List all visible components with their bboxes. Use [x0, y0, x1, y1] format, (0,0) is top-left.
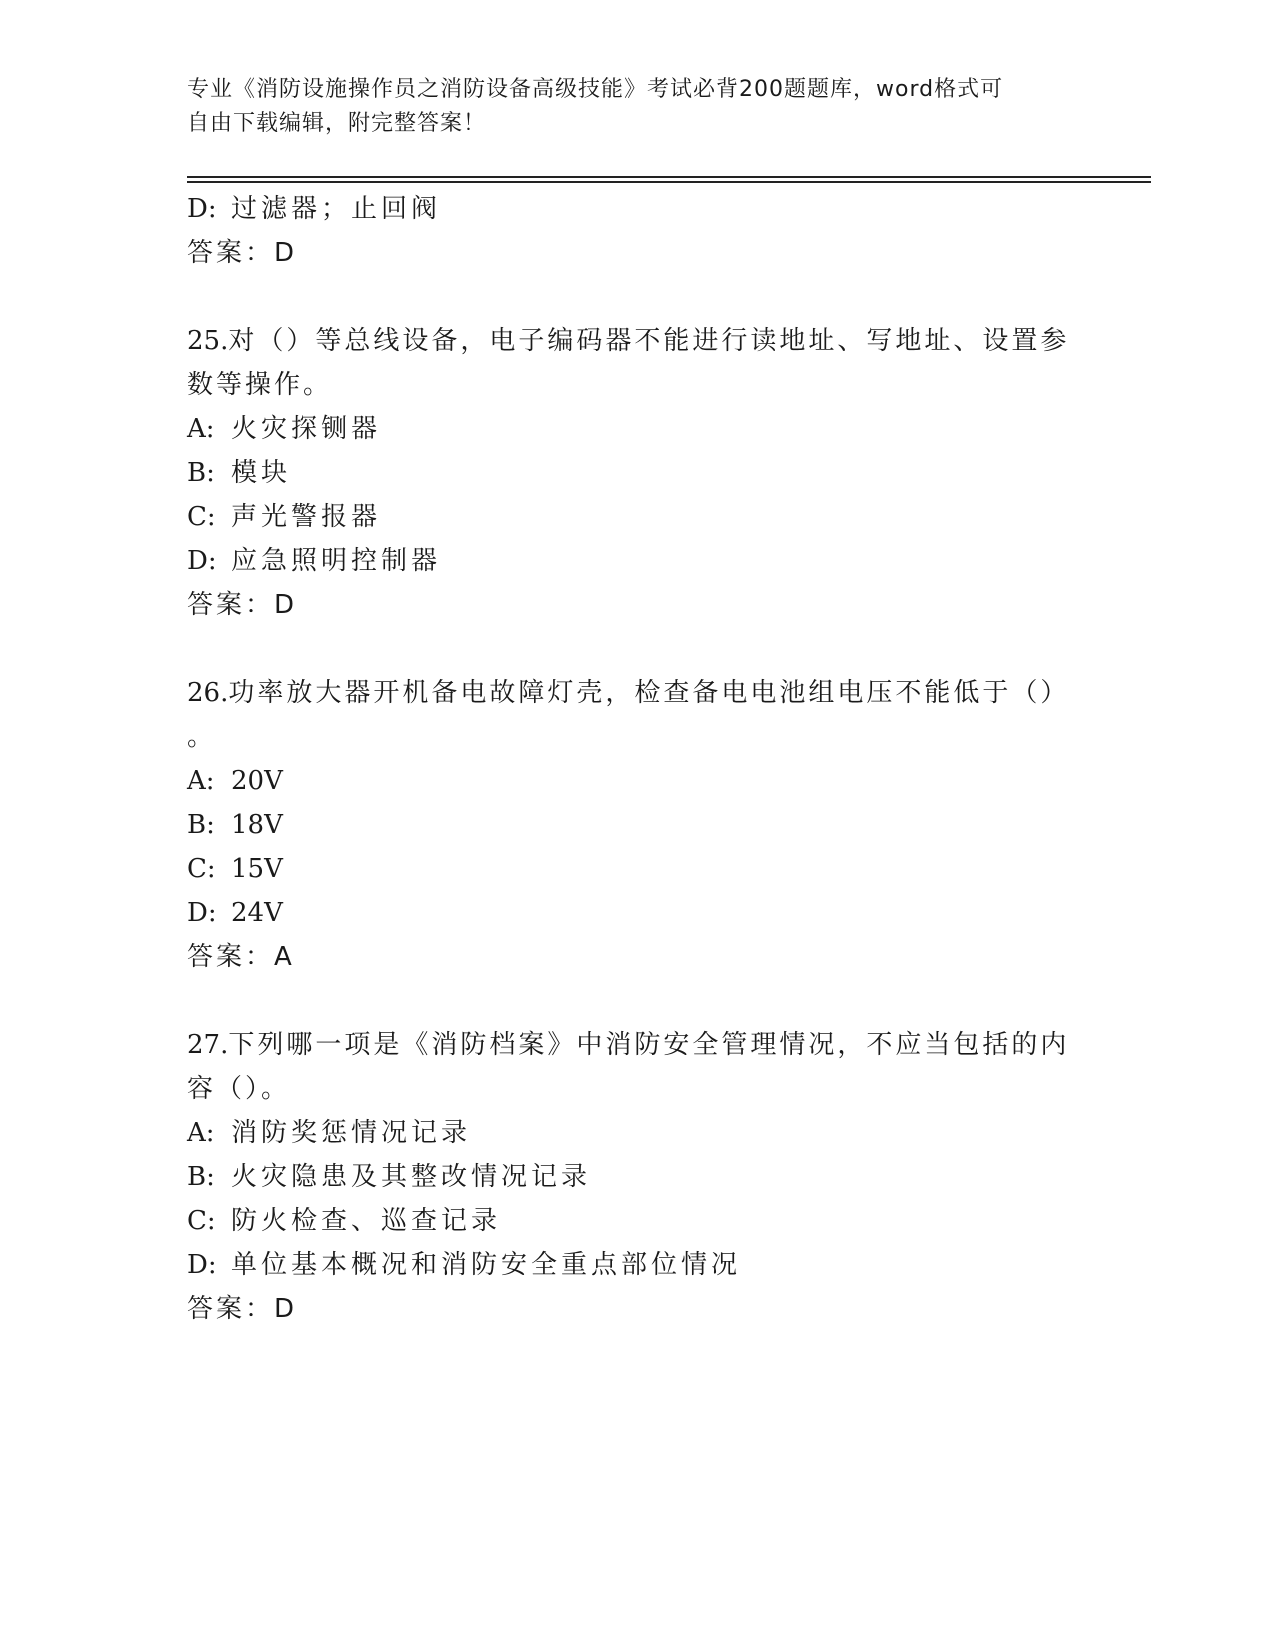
- question-25-stem-line-2: 数等操作。: [187, 370, 333, 400]
- header-divider-bottom: [187, 181, 1151, 183]
- option-text: 火灾隐患及其整改情况记录: [231, 1162, 592, 1192]
- header-line-1: 专业《消防设施操作员之消防设备高级技能》考试必背200题题库，word格式可: [187, 77, 1004, 102]
- option-text: 24V: [231, 898, 283, 928]
- answer-label: 答案：: [187, 942, 275, 972]
- option-text: 模块: [231, 458, 292, 488]
- question-stem: 功率放大器开机备电故障灯壳，检查备电电池组电压不能低于（）: [228, 678, 1070, 708]
- question-number: 27.: [187, 1030, 229, 1060]
- option-text: 消防奖惩情况记录: [231, 1118, 472, 1148]
- question-25-option-c: [187, 494, 381, 540]
- question-27-option-a: [187, 1110, 471, 1156]
- option-letter: A:: [187, 766, 215, 796]
- option-letter: D:: [187, 1250, 217, 1280]
- option-text: 18V: [231, 810, 283, 840]
- option-text: 20V: [231, 766, 283, 796]
- question-number: 25.: [187, 326, 229, 356]
- question-27-answer: [187, 1286, 296, 1332]
- option-letter: D:: [187, 194, 217, 224]
- prev-option-d: [187, 186, 441, 232]
- question-26-stem-line-1: [187, 670, 1069, 716]
- option-letter: B:: [187, 458, 215, 488]
- option-letter: D:: [187, 546, 217, 576]
- option-text: 应急照明控制器: [231, 546, 442, 576]
- option-letter: B:: [187, 1162, 215, 1192]
- question-stem: 下列哪一项是《消防档案》中消防安全管理情况，不应当包括的内: [228, 1030, 1070, 1060]
- question-26-option-d: [187, 890, 283, 936]
- question-25-option-a: [187, 406, 381, 452]
- option-letter: B:: [187, 810, 215, 840]
- option-text: 火灾探铡器: [231, 414, 382, 444]
- option-letter: A:: [187, 1118, 215, 1148]
- option-letter: C:: [187, 1206, 216, 1236]
- option-text: 声光警报器: [231, 502, 382, 532]
- answer-label: 答案：: [187, 238, 275, 268]
- question-26-option-b: [187, 802, 283, 848]
- option-text: 单位基本概况和消防安全重点部位情况: [231, 1250, 742, 1280]
- question-26-option-c: [187, 846, 283, 892]
- question-26-stem-line-2: 。: [187, 722, 217, 752]
- question-26-option-a: [187, 758, 283, 804]
- question-stem: 对（）等总线设备，电子编码器不能进行读地址、写地址、设置参: [228, 326, 1070, 356]
- answer-value: A: [274, 942, 294, 972]
- option-text: 15V: [231, 854, 283, 884]
- answer-label: 答案：: [187, 590, 275, 620]
- question-number: 26.: [187, 678, 229, 708]
- option-letter: C:: [187, 502, 216, 532]
- answer-value: D: [274, 590, 297, 620]
- question-27-option-d: [187, 1242, 741, 1288]
- option-text: 过滤器；止回阀: [231, 194, 442, 224]
- question-25-option-b: [187, 450, 291, 496]
- prev-answer: [187, 230, 296, 276]
- question-27-stem-line-1: [187, 1022, 1069, 1068]
- answer-value: D: [274, 238, 297, 268]
- question-27-option-b: [187, 1154, 591, 1200]
- document-header: [187, 73, 1087, 141]
- option-text: 防火检查、巡查记录: [231, 1206, 502, 1236]
- header-divider-top: [187, 176, 1151, 178]
- question-25-stem-line-1: [187, 318, 1069, 364]
- question-27-option-c: [187, 1198, 501, 1244]
- option-letter: D:: [187, 898, 217, 928]
- header-line-2: 自由下载编辑，附完整答案！: [187, 111, 487, 136]
- question-26-answer: [187, 934, 294, 980]
- answer-label: 答案：: [187, 1294, 275, 1324]
- option-letter: A:: [187, 414, 215, 444]
- question-25-answer: [187, 582, 296, 628]
- answer-value: D: [274, 1294, 297, 1324]
- option-letter: C:: [187, 854, 216, 884]
- question-27-stem-line-2: 容（）。: [187, 1074, 291, 1104]
- question-25-option-d: [187, 538, 441, 584]
